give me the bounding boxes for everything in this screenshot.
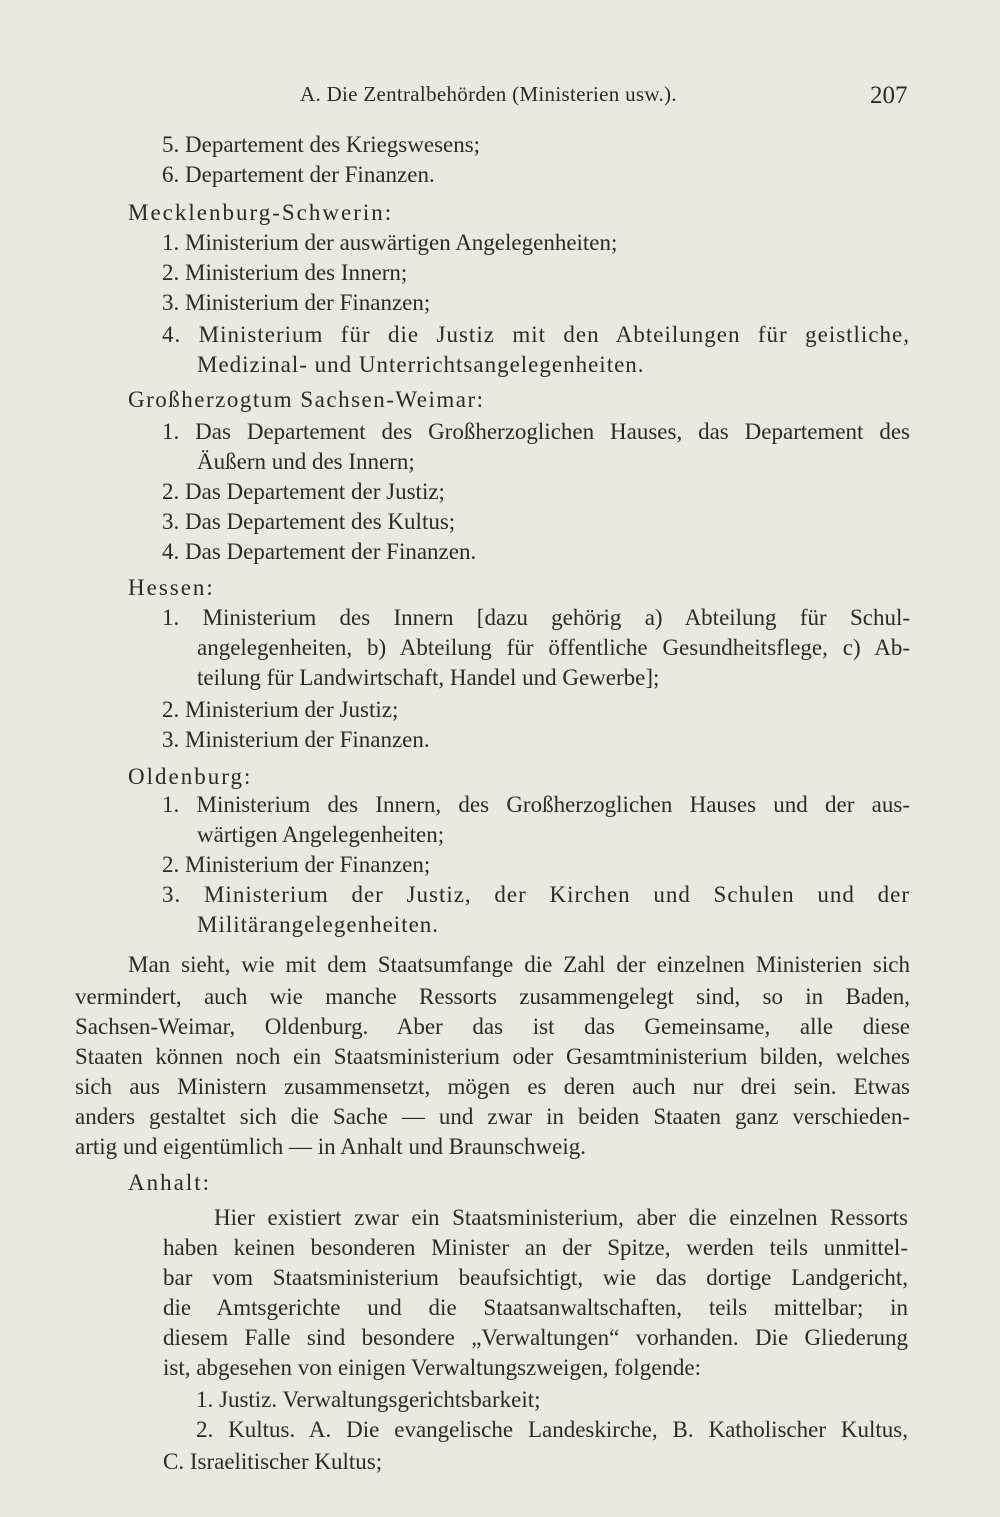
- list-item: 4. Das Departement der Finanzen.: [162, 539, 477, 564]
- paragraph-line: die Amtsgerichte und die Staatsanwaltschaften, teils mittelbar; in: [163, 1295, 908, 1320]
- list-item: 1. Ministerium des Innern, des Großherzoglichen Hauses und der aus-: [162, 792, 910, 817]
- paragraph-line: ist, abgesehen von einigen Verwaltungszweigen, folgende:: [163, 1355, 702, 1380]
- list-item: 1. Das Departement des Großherzoglichen Hauses, das Departement des: [162, 419, 910, 444]
- list-item-continuation: Militärangelegenheiten.: [197, 912, 440, 937]
- paragraph-line: Sachsen-Weimar, Oldenburg. Aber das ist das Gemeinsame, alle diese: [75, 1014, 910, 1039]
- list-item: 3. Ministerium der Finanzen.: [162, 727, 430, 752]
- section-heading: Mecklenburg-Schwerin:: [128, 200, 394, 225]
- list-item: 1. Ministerium der auswärtigen Angelegenheiten;: [162, 230, 618, 255]
- paragraph-line: anders gestaltet sich die Sache — und zwar in beiden Staaten ganz verschieden-: [75, 1104, 910, 1129]
- list-item: 1. Ministerium des Innern [dazu gehörig a) Abteilung für Schul-: [162, 605, 910, 630]
- paragraph-line: diesem Falle sind besondere „Verwaltungen“ vorhanden. Die Gliederung: [163, 1325, 908, 1350]
- list-item: 3. Ministerium der Justiz, der Kirchen und Schulen und der: [162, 882, 910, 907]
- paragraph-line: Man sieht, wie mit dem Staatsumfange die Zahl der einzelnen Ministerien sich: [128, 952, 910, 977]
- list-item: 3. Das Departement des Kultus;: [162, 509, 456, 534]
- list-item-continuation: wärtigen Angelegenheiten;: [197, 822, 445, 847]
- section-heading: Großherzogtum Sachsen-Weimar:: [128, 387, 485, 412]
- list-item: 2. Ministerium der Finanzen;: [162, 852, 431, 877]
- list-item: 2. Kultus. A. Die evangelische Landeskirche, B. Katholischer Kultus,: [196, 1417, 908, 1442]
- paragraph-line: bar vom Staatsministerium beaufsichtigt, wie das dortige Landgericht,: [163, 1265, 908, 1290]
- page-number: 207: [870, 82, 908, 109]
- section-heading: Hessen:: [128, 575, 215, 600]
- list-item-continuation: Äußern und des Innern;: [197, 449, 415, 474]
- running-header: A. Die Zentralbehörden (Ministerien usw.).: [300, 82, 677, 106]
- paragraph-line: sich aus Ministern zusammensetzt, mögen es deren auch nur drei sein. Etwas: [75, 1074, 910, 1099]
- paragraph-line: artig und eigentümlich — in Anhalt und Braunschweig.: [75, 1134, 587, 1159]
- paragraph-line: Hier existiert zwar ein Staatsministerium, aber die einzelnen Ressorts: [214, 1205, 908, 1230]
- list-item-continuation: Medizinal- und Unterrichtsangelegenheiten.: [197, 352, 645, 377]
- section-heading: Anhalt:: [128, 1170, 211, 1195]
- list-item: 3. Ministerium der Finanzen;: [162, 290, 431, 315]
- list-item: 5. Departement des Kriegswesens;: [162, 132, 481, 157]
- list-item-continuation: teilung für Landwirtschaft, Handel und Gewerbe];: [197, 665, 660, 690]
- list-item: 1. Justiz. Verwaltungsgerichtsbarkeit;: [196, 1387, 541, 1412]
- section-heading: Oldenburg:: [128, 764, 253, 789]
- list-item-continuation: angelegenheiten, b) Abteilung für öffentliche Gesundheitsflege, c) Ab-: [197, 635, 910, 660]
- list-item: 2. Ministerium des Innern;: [162, 260, 408, 285]
- list-item-continuation: C. Israelitischer Kultus;: [163, 1449, 383, 1474]
- list-item: 2. Ministerium der Justiz;: [162, 697, 399, 722]
- list-item: 6. Departement der Finanzen.: [162, 162, 435, 187]
- list-item: 2. Das Departement der Justiz;: [162, 479, 445, 504]
- paragraph-line: vermindert, auch wie manche Ressorts zusammengelegt sind, so in Baden,: [75, 984, 910, 1009]
- paragraph-line: Staaten können noch ein Staatsministerium oder Gesamtministerium bilden, welches: [75, 1044, 910, 1069]
- paragraph-line: haben keinen besonderen Minister an der Spitze, werden teils unmittel-: [163, 1235, 908, 1260]
- list-item: 4. Ministerium für die Justiz mit den Abteilungen für geistliche,: [162, 322, 910, 347]
